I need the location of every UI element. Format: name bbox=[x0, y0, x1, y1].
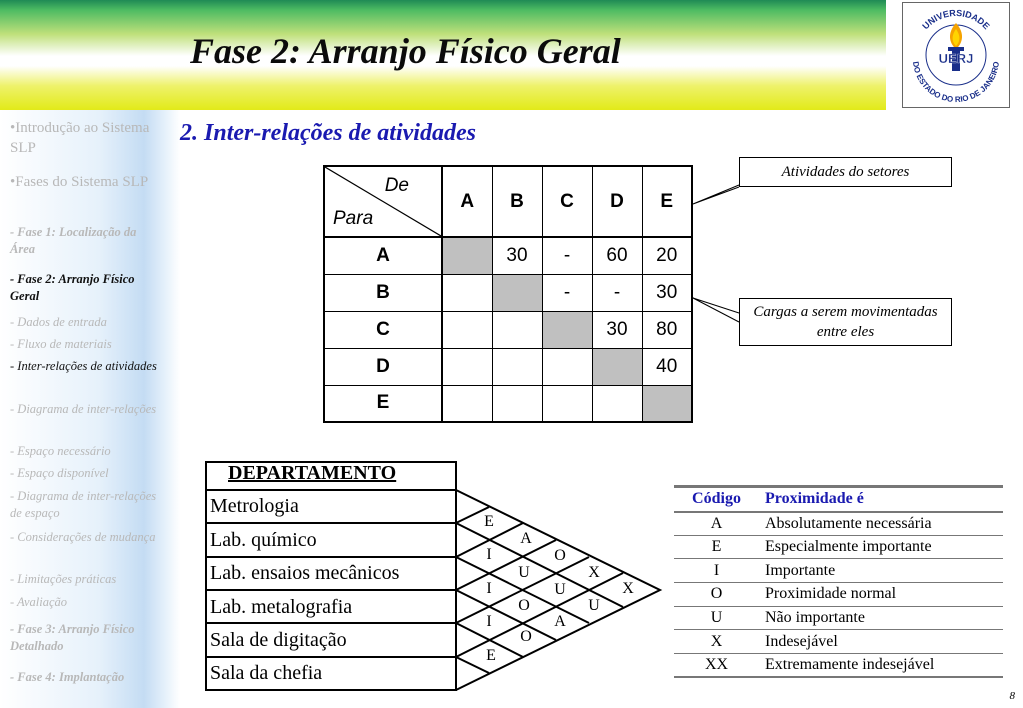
legend-row bbox=[674, 559, 1003, 583]
matrix-row-header: A bbox=[324, 237, 442, 274]
sidebar-item-fase4[interactable]: - Fase 4: Implantação bbox=[10, 670, 125, 684]
relation-code: U bbox=[518, 564, 530, 581]
dept-item: Sala de digitação bbox=[210, 629, 347, 651]
matrix-col-header: D bbox=[592, 166, 642, 237]
legend-row bbox=[674, 535, 1003, 559]
matrix-cell: 60 bbox=[592, 237, 642, 274]
sidebar-item-dados-entrada[interactable]: - Dados de entrada bbox=[10, 315, 107, 329]
matrix-col-header: A bbox=[442, 166, 492, 237]
matrix-cell: 20 bbox=[642, 237, 692, 274]
sidebar-item-fluxo-materiais[interactable]: - Fluxo de materiais bbox=[10, 337, 112, 351]
matrix-row-header: C bbox=[324, 311, 442, 348]
relation-code: O bbox=[518, 597, 530, 614]
legend-meaning: Absolutamente necessária bbox=[759, 512, 1003, 536]
relation-code: O bbox=[554, 547, 566, 564]
sidebar-item-avaliacao[interactable]: - Avaliação bbox=[10, 595, 68, 609]
sidebar-item-limitacoes-praticas[interactable]: - Limitações práticas bbox=[10, 572, 117, 586]
logo-abbr: UERJ bbox=[938, 51, 974, 66]
matrix-col-header: E bbox=[642, 166, 692, 237]
callout-pointer-loads bbox=[693, 298, 739, 322]
legend-header-meaning: Proximidade é bbox=[759, 487, 1003, 512]
relation-code: U bbox=[554, 581, 566, 598]
slide-title: Fase 2: Arranjo Físico Geral bbox=[190, 31, 621, 71]
relation-code: I bbox=[486, 580, 492, 597]
sidebar-item-espaco-necessario[interactable]: - Espaço necessário bbox=[10, 444, 111, 458]
relation-code: O bbox=[520, 628, 532, 645]
dept-item: Sala da chefia bbox=[210, 662, 323, 684]
sidebar-item-fase1[interactable]: - Fase 1: Localização da Área bbox=[10, 225, 137, 256]
legend-code: U bbox=[674, 606, 759, 630]
dept-item: Lab. ensaios mecânicos bbox=[210, 562, 400, 584]
sidebar-item-diagrama-inter-relacoes[interactable]: - Diagrama de inter-relações bbox=[10, 402, 157, 416]
legend-code: X bbox=[674, 630, 759, 654]
legend-code: I bbox=[674, 559, 759, 583]
legend-meaning: Proximidade normal bbox=[759, 583, 1003, 607]
sidebar-item-fases[interactable]: •Fases do Sistema SLP bbox=[10, 174, 149, 190]
logo-text-top: UNIVERSIDADE bbox=[920, 7, 992, 32]
sidebar-item-fase2[interactable]: - Fase 2: Arranjo Físico Geral bbox=[10, 272, 135, 303]
callout-pointer-activities bbox=[693, 185, 739, 204]
sidebar-item-espaco-disponivel[interactable]: - Espaço disponível bbox=[10, 466, 109, 480]
sidebar-item-inter-relacoes[interactable]: - Inter-relações de atividades bbox=[10, 359, 157, 373]
matrix-corner-from: De bbox=[384, 175, 409, 196]
matrix-cell: 30 bbox=[492, 237, 542, 274]
relation-code: I bbox=[486, 546, 492, 563]
logo-text-bottom: DO ESTADO DO RIO DE JANEIRO bbox=[911, 60, 1001, 105]
legend-meaning: Extremamente indesejável bbox=[759, 654, 1003, 678]
sidebar-item-consideracoes-mudanca[interactable]: - Considerações de mudança bbox=[10, 530, 156, 544]
dept-header: DEPARTAMENTO bbox=[228, 462, 397, 484]
legend-row bbox=[674, 512, 1003, 536]
sidebar-item-introducao[interactable]: •Introdução ao Sistema SLP bbox=[10, 120, 150, 156]
matrix-cell: - bbox=[542, 237, 592, 274]
relation-code: X bbox=[622, 580, 634, 597]
legend-code: XX bbox=[674, 654, 759, 678]
callout-activities: Atividades do setores bbox=[739, 157, 952, 187]
legend-meaning: Importante bbox=[759, 559, 1003, 583]
relation-code: U bbox=[588, 597, 600, 614]
section-subtitle: 2. Inter-relações de atividades bbox=[180, 120, 476, 146]
relation-code: E bbox=[486, 647, 496, 664]
legend-code: O bbox=[674, 583, 759, 607]
relation-code: I bbox=[486, 613, 492, 630]
relation-code: A bbox=[520, 530, 532, 547]
dept-item: Metrologia bbox=[210, 495, 299, 517]
legend-row bbox=[674, 583, 1003, 607]
relation-code: E bbox=[484, 513, 494, 530]
legend-header-code: Código bbox=[674, 487, 759, 512]
matrix-cell: - bbox=[542, 274, 592, 311]
legend-meaning: Especialmente importante bbox=[759, 535, 1003, 559]
matrix-col-header: C bbox=[542, 166, 592, 237]
legend-row bbox=[674, 606, 1003, 630]
relation-code: X bbox=[588, 564, 600, 581]
matrix-cell: - bbox=[592, 274, 642, 311]
matrix-row-header: D bbox=[324, 348, 442, 385]
dept-item: Lab. metalografia bbox=[210, 596, 353, 618]
sidebar-item-fase3[interactable]: - Fase 3: Arranjo Físico Detalhado bbox=[10, 622, 135, 653]
callout-loads: Cargas a serem movimentadas entre eles bbox=[739, 298, 952, 346]
matrix-row-header: B bbox=[324, 274, 442, 311]
matrix-corner-to: Para bbox=[333, 208, 374, 229]
legend-code: E bbox=[674, 535, 759, 559]
legend-row bbox=[674, 630, 1003, 654]
matrix-row-header: E bbox=[324, 385, 442, 422]
proximity-legend bbox=[674, 485, 1003, 678]
matrix-cell: 30 bbox=[592, 311, 642, 348]
matrix-col-header: B bbox=[492, 166, 542, 237]
relation-code: A bbox=[554, 613, 566, 630]
legend-meaning: Não importante bbox=[759, 606, 1003, 630]
dept-item: Lab. químico bbox=[210, 529, 317, 551]
legend-row bbox=[674, 654, 1003, 678]
matrix-cell: 40 bbox=[642, 348, 692, 385]
sidebar-item-diagrama-espaco[interactable]: - Diagrama de inter-relações de espaço bbox=[10, 489, 157, 520]
legend-meaning: Indesejável bbox=[759, 630, 1003, 654]
legend-code: A bbox=[674, 512, 759, 536]
matrix-cell: 30 bbox=[642, 274, 692, 311]
page-number: 8 bbox=[1009, 690, 1015, 702]
matrix-cell: 80 bbox=[642, 311, 692, 348]
